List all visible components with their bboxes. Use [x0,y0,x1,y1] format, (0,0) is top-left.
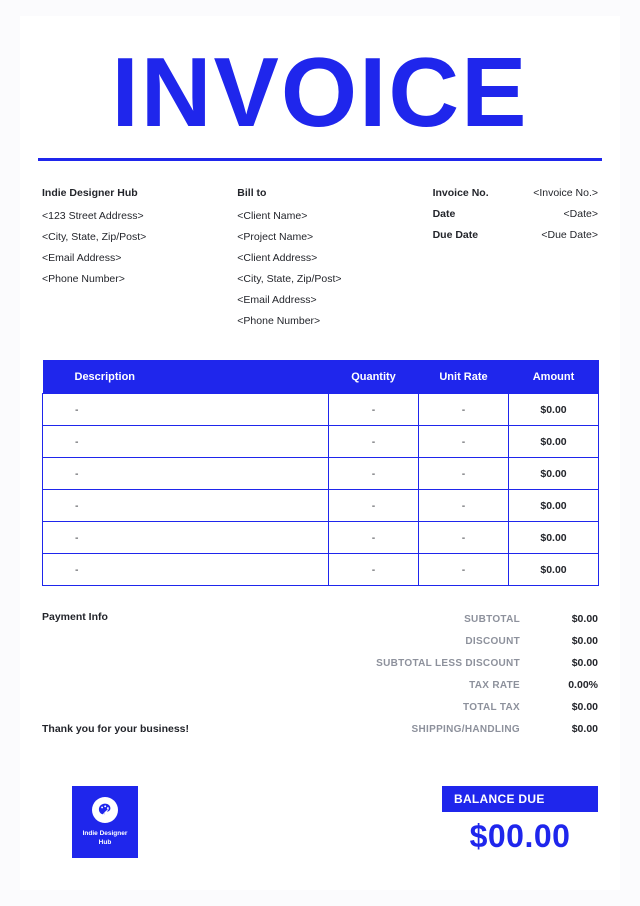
due-date-label: Due Date [432,228,479,241]
page-title: INVOICE [111,37,529,147]
meta-row-due-date [433,225,598,246]
table-header-row [43,360,599,394]
shipping-handling-label: SHIPPING/HANDLING [411,723,520,735]
sender-city-line: <City, State, Zip/Post> [42,230,147,243]
total-row-discount [342,630,598,652]
cell-description: - [43,426,329,458]
tax-rate-value: 0.00% [568,679,598,692]
total-tax-label: TOTAL TAX [463,701,520,713]
date-label: Date [432,207,456,220]
column-header-description: Description [43,360,329,394]
line-items-table [42,360,599,587]
cell-unit-rate: - [419,394,509,426]
column-header-amount: Amount [509,360,599,394]
subtotal-value: $0.00 [571,613,598,626]
invoice-meta-block [433,183,598,332]
table-row [43,522,599,554]
discount-label: DISCOUNT [465,635,520,647]
cell-quantity: - [329,490,419,522]
balance-due-amount: $00.00 [469,818,571,854]
due-date-value: <Due Date> [541,228,598,241]
cell-unit-rate: - [419,426,509,458]
cell-description: - [43,394,329,426]
table-header [43,360,599,394]
cell-description: - [43,554,329,586]
sender-email-line: <Email Address> [42,251,122,264]
cell-amount: $0.00 [509,522,599,554]
payment-info-block [42,608,342,740]
project-name-line: <Project Name> [237,230,314,243]
table-row [43,458,599,490]
sender-block [42,183,237,332]
shipping-handling-value: $0.00 [571,723,598,736]
info-section [20,161,620,332]
bill-to-heading: Bill to [237,186,267,199]
logo-text [83,829,128,847]
palette-icon [92,797,118,823]
tax-rate-label: TAX RATE [469,679,520,691]
cell-quantity: - [329,426,419,458]
table-row [43,554,599,586]
client-phone-line: <Phone Number> [237,314,321,327]
thank-you-note: Thank you for your business! [42,723,190,736]
invoice-sheet [20,16,620,890]
client-name-line: <Client Name> [237,209,308,222]
cell-quantity: - [329,522,419,554]
meta-row-invoice-no [433,183,598,204]
cell-amount: $0.00 [509,426,599,458]
total-row-subtotal-less-discount [342,652,598,674]
cell-unit-rate: - [419,554,509,586]
company-logo [72,786,138,858]
total-tax-value: $0.00 [571,701,598,714]
cell-description: - [43,490,329,522]
total-row-total-tax [342,696,598,718]
total-row-subtotal [342,608,598,630]
subtotal-less-discount-label: SUBTOTAL LESS DISCOUNT [376,657,520,669]
sender-address-line: <123 Street Address> [42,209,144,222]
totals-list [342,608,598,740]
payment-info-title: Payment Info [42,611,108,624]
invoice-footer [42,786,598,868]
cell-quantity: - [329,554,419,586]
cell-amount: $0.00 [509,394,599,426]
table-row [43,490,599,522]
table-body [43,394,599,586]
logo-text-line-2: Hub [98,839,112,846]
invoice-no-value: <Invoice No.> [533,186,598,199]
cell-description: - [43,522,329,554]
total-row-shipping-handling [342,718,598,740]
client-city-line: <City, State, Zip/Post> [237,272,342,285]
cell-unit-rate: - [419,490,509,522]
bill-to-block [237,183,432,332]
cell-amount: $0.00 [509,458,599,490]
column-header-unit-rate: Unit Rate [419,360,509,394]
subtotal-label: SUBTOTAL [464,613,520,625]
meta-row-date [433,204,598,225]
cell-description: - [43,458,329,490]
column-header-quantity: Quantity [329,360,419,394]
cell-amount: $0.00 [509,554,599,586]
sender-name: Indie Designer Hub [42,186,138,199]
client-email-line: <Email Address> [237,293,317,306]
cell-amount: $0.00 [509,490,599,522]
date-value: <Date> [563,207,598,220]
invoice-no-label: Invoice No. [432,186,489,199]
cell-quantity: - [329,394,419,426]
discount-value: $0.00 [571,635,598,648]
totals-section [20,586,620,740]
cell-quantity: - [329,458,419,490]
logo-text-line-1: Indie Designer [82,830,128,837]
table-row [43,394,599,426]
sender-phone-line: <Phone Number> [42,272,125,285]
total-row-tax-rate [342,674,598,696]
subtotal-less-discount-value: $0.00 [571,657,598,670]
client-address-line: <Client Address> [237,251,318,264]
cell-unit-rate: - [419,458,509,490]
balance-due-label: BALANCE DUE [442,786,598,812]
cell-unit-rate: - [419,522,509,554]
table-row [43,426,599,458]
